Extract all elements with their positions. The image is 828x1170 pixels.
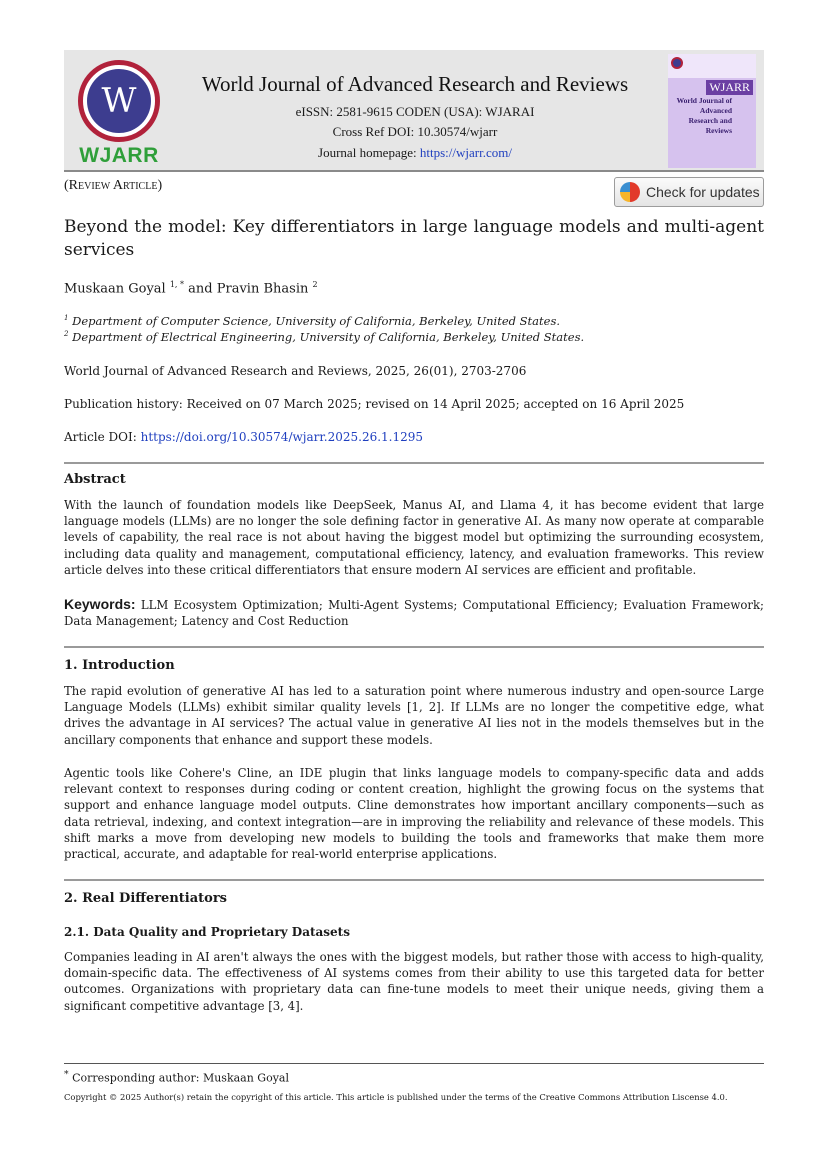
doi-link[interactable]: https://doi.org/10.30574/wjarr.2025.26.1.1295 — [140, 430, 424, 444]
author-name: Muskaan Goyal — [64, 281, 166, 297]
paragraph: The rapid evolution of generative AI has led to a saturation point where numerous industry and open-source Large Language Models (LLMs) exhibit similar quality levels [1, 2]. If LLMs are no longer the competitive edge, what drives the advantage in AI services? The actual value in generative AI lies not in the models themselves but in the ancillary components that enhance and support these models. — [64, 684, 764, 747]
article-doi — [64, 430, 764, 444]
section-heading-real-differentiators: 2. Real Differentiators — [64, 891, 227, 906]
homepage-label: Journal homepage: — [318, 145, 420, 160]
author-joiner: and — [184, 281, 217, 297]
section-divider — [64, 462, 764, 464]
affiliation — [64, 330, 764, 344]
affiliation-text: Department of Computer Science, University of California, Berkeley, United States. — [72, 314, 561, 328]
copyright-notice: Copyright © 2025 Author(s) retain the copyright of this article. This article is published under the terms of the Creative Commons Attribution Liscense 4.0. — [64, 1092, 728, 1102]
section-heading-introduction: 1. Introduction — [64, 658, 175, 673]
author-name: Pravin Bhasin — [216, 281, 309, 297]
keywords-label: Keywords: — [64, 596, 136, 612]
abstract-heading: Abstract — [64, 472, 126, 487]
paragraph: Companies leading in AI aren't always the ones with the biggest models, but rather those with access to high-quality, domain-specific data. The effectiveness of AI systems comes from their ability to use this targeted data for better outcomes. Organizations with proprietary data can fine-tune models to meet their unique needs, giving them a significant competitive advantage [3, 4]. — [64, 950, 764, 1013]
affiliation-number: 1 — [64, 314, 69, 323]
journal-cover-thumbnail — [668, 54, 756, 168]
issn-line: eISSN: 2581-9615 CODEN (USA): WJARAI — [295, 104, 535, 119]
citation-line: World Journal of Advanced Research and Reviews, 2025, 26(01), 2703-2706 — [64, 364, 527, 378]
homepage-link[interactable]: https://wjarr.com/ — [419, 145, 512, 160]
doi-label: Article DOI: — [64, 430, 141, 444]
header-divider — [64, 170, 764, 172]
cover-abbr: WJARR — [706, 80, 753, 95]
crossref-line: Cross Ref DOI: 10.30574/wjarr — [332, 124, 498, 139]
check-for-updates-button[interactable] — [614, 177, 764, 207]
journal-logo — [76, 60, 162, 166]
paragraph: Agentic tools like Cohere's Cline, an IDE plugin that links language models to company-specific data and adds relevant context to responses during coding or content creation, highlight the growing focus on the systems that support and enhance language model outputs. Cline demonstrates how important ancillary components—such as data retrieval, indexing, and context integration—are in improving the reliability and relevance of these models. This shift marks a move from developing new models to building the tools and frameworks that make them more practical, accurate, and adaptable for real-world enterprise applications. — [64, 766, 764, 862]
crossmark-icon — [620, 182, 640, 202]
cover-logo-icon — [671, 57, 683, 69]
section-divider — [64, 646, 764, 648]
corresponding-author-footnote — [64, 1069, 289, 1085]
author-affiliation-mark: 2 — [312, 280, 318, 289]
paper-title: Beyond the model: Key differentiators in large language models and multi-agent services — [64, 217, 764, 260]
check-updates-label: Check for updates — [646, 184, 760, 200]
journal-title: World Journal of Advanced Research and Reviews — [201, 72, 629, 96]
logo-letter: W — [87, 69, 151, 133]
author-list — [64, 280, 318, 296]
keywords — [64, 596, 764, 629]
journal-homepage — [170, 145, 660, 161]
footnote-divider — [64, 1063, 764, 1064]
affiliation-number: 2 — [64, 330, 69, 339]
keywords-text: LLM Ecosystem Optimization; Multi-Agent Systems; Computational Efficiency; Evaluation Framework; Data Management; Latency and Cost Reduction — [64, 598, 764, 629]
footnote-mark: * — [64, 1069, 69, 1080]
abstract-text: With the launch of foundation models like DeepSeek, Manus AI, and Llama 4, it has become evident that large language models (LLMs) are no longer the sole defining factor in generative AI. As many now operate at comparable levels of capability, the real race is not about having the biggest model but optimizing the surrounding ecosystem, including data quality and management, computational efficiency, latency, and evaluation frameworks. This review article delves into these critical differentiators that ensure modern AI services are efficient and profitable. — [64, 498, 764, 577]
section-divider — [64, 879, 764, 881]
footnote-text: Corresponding author: Muskaan Goyal — [68, 1071, 290, 1085]
logo-text: WJARR — [79, 144, 159, 167]
author-affiliation-mark: 1, * — [169, 280, 185, 289]
publication-history: Publication history: Received on 07 March 2025; revised on 14 April 2025; accepted on 16 April 2025 — [64, 397, 685, 411]
cover-title: World Journal of Advanced Research and Reviews — [676, 96, 732, 135]
subsection-heading: 2.1. Data Quality and Proprietary Datasets — [64, 925, 350, 939]
affiliation — [64, 314, 764, 328]
article-type: (Review Article) — [64, 178, 163, 193]
affiliation-text: Department of Electrical Engineering, University of California, Berkeley, United States. — [72, 330, 585, 344]
